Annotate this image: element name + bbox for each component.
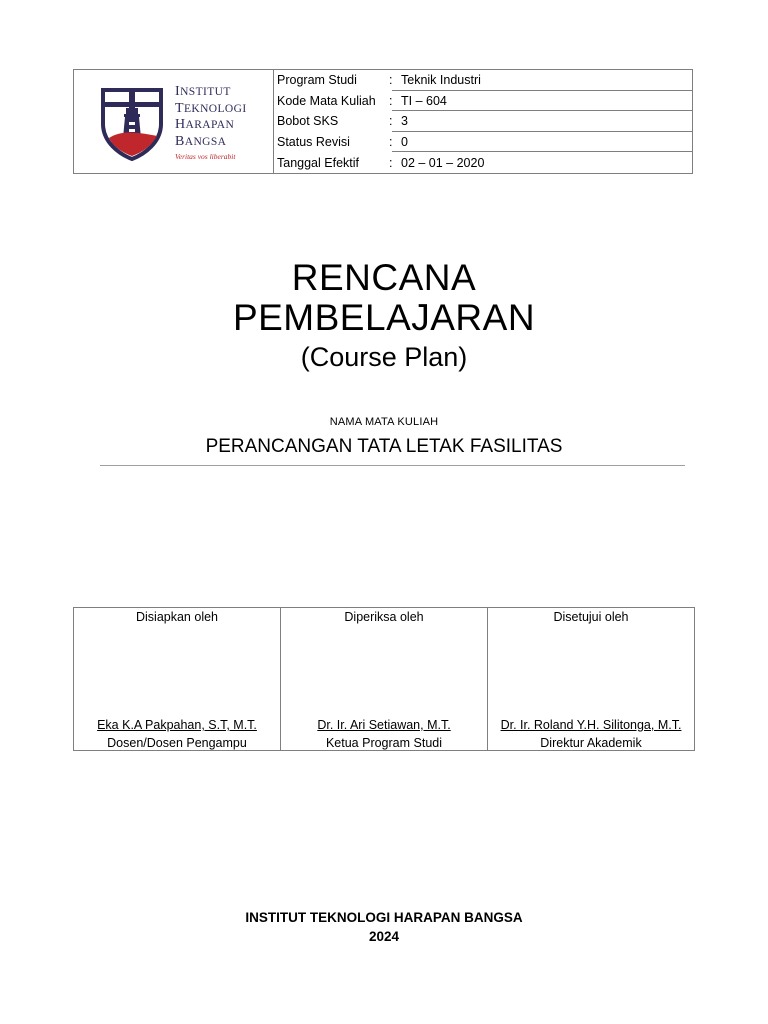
info-row-revision: Status Revisi : 0 [274,132,692,153]
signature-checked: Diperiksa oleh Dr. Ir. Ari Setiawan, M.T. Ketua Program Studi [281,608,488,750]
signature-prepared: Disiapkan oleh Eka K.A Pakpahan, S.T, M.T. Dosen/Dosen Pengampu [74,608,281,750]
institution-shield-logo-icon [99,86,165,162]
info-row-course-code: Kode Mata Kuliah : TI – 604 [274,91,692,112]
document-title [0,258,768,338]
title-line-2: PEMBELAJARAN [232,297,536,338]
logo-cell [74,70,274,173]
info-row-credits: Bobot SKS : 3 [274,111,692,132]
info-row-effective-date: Tanggal Efektif : 02 – 01 – 2020 [277,155,485,170]
divider [100,465,685,466]
footer-year: 2024 [368,929,400,944]
signature-table [73,607,695,751]
institution-motto: Veritas vos liberabit [175,152,236,161]
footer-institution: INSTITUT TEKNOLOGI HARAPAN BANGSA [245,910,523,925]
title-line-1: RENCANA [291,257,477,298]
document-footer [0,908,768,946]
course-name: PERANCANGAN TATA LETAK FASILITAS [205,436,563,457]
document-header-table [73,69,693,174]
course-name-label: NAMA MATA KULIAH [329,416,439,428]
info-row-program: Program Studi : Teknik Industri [274,70,692,91]
document-subtitle: (Course Plan) [300,342,468,372]
signature-approved: Disetujui oleh Dr. Ir. Roland Y.H. Silitonga, M.T. Direktur Akademik [500,610,682,750]
course-info [274,70,692,173]
institution-name: INSTITUT TEKNOLOGI HARAPAN BANGSA [175,84,247,149]
